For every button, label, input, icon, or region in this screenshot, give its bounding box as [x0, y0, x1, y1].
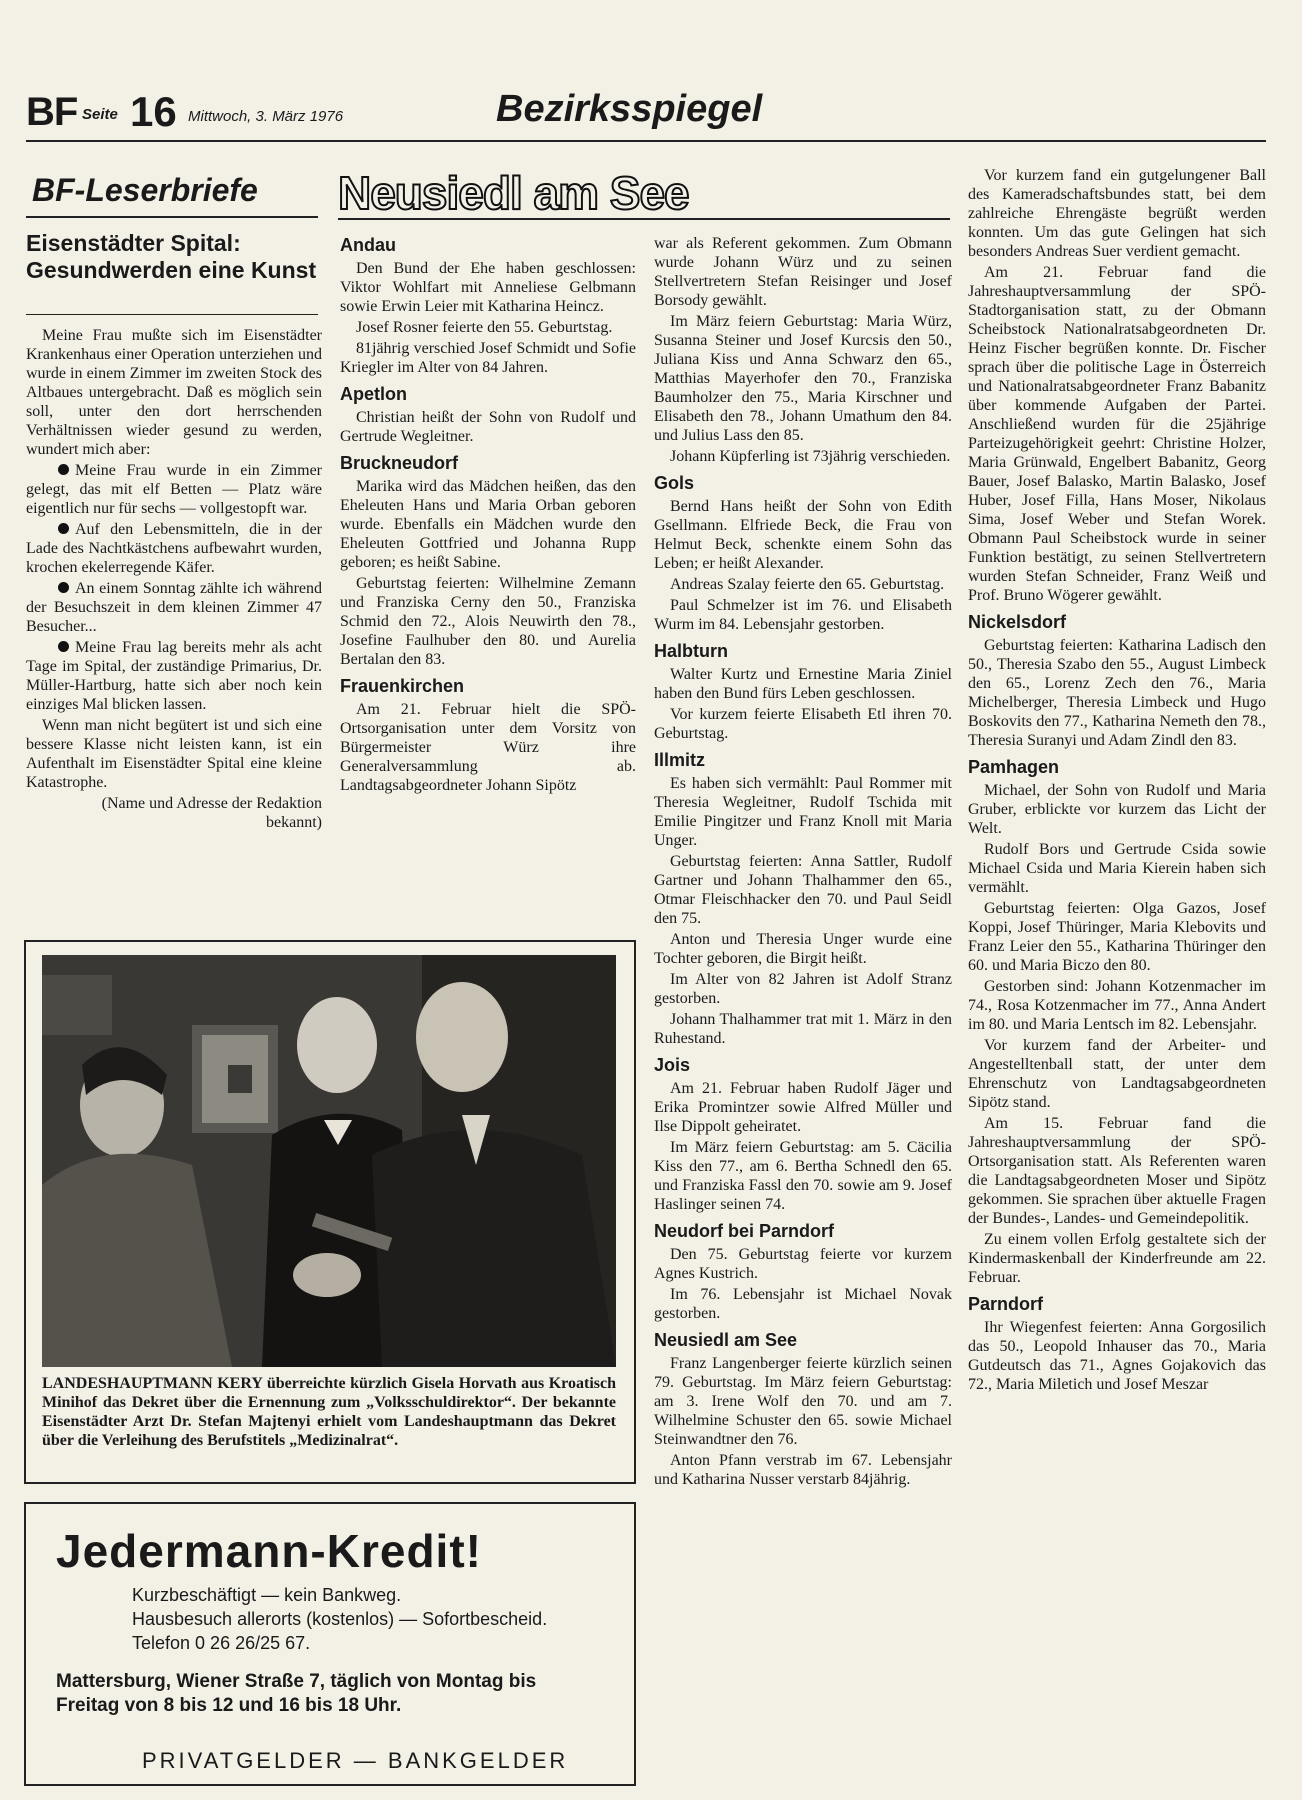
town-heading: Halbturn [654, 641, 728, 661]
town-heading: Neusiedl am See [654, 1330, 798, 1350]
ad-line: Telefon 0 26 26/25 67. [132, 1633, 311, 1653]
photo-caption: LANDESHAUPTMANN KERY überreichte kürzlich Gisela Horvath aus Kroatisch Minihof das Dekret über die Ernennung zum „Volksschuldirektor“. Der bekannte Eisenstädter Arzt Dr. Stefan Majtenyi erhielt vom Landeshauptmann das Dekret über die Verleihung des Berufstitels „Medizinalrat“. [42, 1375, 616, 1449]
newspaper-logo: BF [26, 90, 78, 134]
town-heading: Frauenkirchen [340, 676, 465, 696]
news-item: Geburtstag feierten: Katharina Ladisch den 50., Theresia Szabo den 55., August Limbeck den 65., Lorenz Zech den 76., Maria Michelberger, Theresia Limbeck und Hugo Boskovits den 77., Katharina Nemeth den 78., Theresia Suranyi und Adam Zindl den 83. [968, 637, 1266, 749]
district-title: Neusiedl am See [338, 167, 689, 219]
town-heading: Gols [654, 473, 695, 493]
letter-bullet: Meine Frau lag bereits mehr als acht Tage im Spital, der zuständige Primarius, Dr. Müller-Hartburg, hatte sich aber noch kein einziges Mal blicken lassen. [26, 639, 322, 713]
news-item: Ihr Wiegenfest feierten: Anna Gorgosilich das 50., Leopold Inhauser das 70., Maria Gutdeutsch das 71., Agnes Gojakovich das 72., Maria Miletich und Josef Meszar [968, 1319, 1266, 1393]
news-item: Am 15. Februar fand die Jahreshauptversammlung der SPÖ-Ortsorganisation statt. Als Referenten waren die Landtagsabgeordneten Moser und Sipötz gekommen. Sie sprachen über aktuelle Fragen der Bundes-, Landes- und Gemeindepolitik. [968, 1115, 1266, 1227]
news-item: Vor kurzem fand der Arbeiter- und Angestelltenball statt, der unter dem Ehrenschutz von Landtagsabgeordneten Sipötz stand. [968, 1037, 1266, 1111]
letter-intro: Meine Frau mußte sich im Eisenstädter Krankenhaus einer Operation unterziehen und wurde in einem Zimmer im zweiten Stock des Altbaues untergebracht. Daß es möglich sein soll, unter den dort herrschenden Verhältnissen wieder gesund zu werden, wundert mich aber: [26, 327, 322, 458]
news-item: Am 21. Februar hielt die SPÖ-Ortsorganisation unter dem Vorsitz von Bürgermeister Würz ihre Generalversammlung ab. Landtagsabgeordneter Johann Sipötz [340, 701, 636, 794]
news-item: Im Alter von 82 Jahren ist Adolf Stranz gestorben. [654, 971, 952, 1007]
news-item: Am 21. Februar fand die Jahreshauptversammlung der SPÖ-Stadtorganisation statt, zu der Obmann Scheibstock Nationalratsabgeordneten Dr. Heinz Fischer begrüßen konnte. Dr. Fischer sprach über die politische Lage in Österreich und Nationalratsabgeordneter Franz Babanitz über kommende Aufgaben der Partei. Anschließend wurden für die 25jährige Parteizugehörigkeit geehrt: Christine Holzer, Maria Grünwald, Engelbert Babanitz, Georg Bauer, Josef Balasko, Martin Balasko, Josef Huber, Josef Filla, Hans Moser, Nikolaus Sima, Josef Weber und Stefan Worek. Obmann Paul Scheibstock wurde in seiner Funktion bestätigt, zu seinen Stellvertretern wurden Stefan Schneider, Franz Weiß und Prof. Bruno Wögerer gewählt. [968, 264, 1266, 604]
news-item: 81jährig verschied Josef Schmidt und Sofie Kriegler im Alter von 84 Jahren. [340, 340, 636, 376]
letter-bullet: Meine Frau wurde in ein Zimmer gelegt, das mit elf Betten — Platz wäre eigentlich nur für sechs — vollgestopft war. [26, 462, 322, 517]
page-number: 16 [130, 88, 177, 135]
news-item: Im März feiern Geburtstag: Maria Würz, Susanna Steiner und Josef Kurcsis den 50., Juliana Kiss und Anna Schwarz den 65., Matthias Mayerhofer den 70., Franziska Baumholzer den 75., Maria Kirschner und Elisabeth den 78., Johann Umathum den 84. und Julius Lass den 85. [654, 313, 952, 444]
news-item: Es haben sich vermählt: Paul Rommer mit Theresia Wegleitner, Rudolf Tschida mit Emilie Pingitzer und Franz Knoll mit Maria Unger. [654, 775, 952, 849]
news-item: Geburtstag feierten: Anna Sattler, Rudolf Gartner und Johann Thalhammer den 65., Otmar Fleischhacker den 70. und Paul Seidl den 75. [654, 853, 952, 927]
news-photo [42, 955, 616, 1367]
bullet-icon [58, 582, 69, 593]
news-item: Andreas Szalay feierte den 65. Geburtstag. [670, 576, 945, 593]
column-4 [968, 166, 1266, 1396]
news-item: Vor kurzem fand ein gutgelungener Ball des Kameradschaftsbundes statt, bei dem zahlreiche Ehrengäste begrüßt werden konnten. Um das gute Gelingen hat sich besonders Andreas Suer verdient gemacht. [968, 167, 1266, 260]
town-heading: Jois [654, 1055, 691, 1075]
news-item: Walter Kurtz und Ernestine Maria Ziniel haben den Bund fürs Leben geschlossen. [654, 666, 952, 702]
news-item: Den 75. Geburtstag feierte vor kurzem Agnes Kustrich. [654, 1246, 952, 1282]
bullet-icon [58, 464, 69, 475]
town-heading: Illmitz [654, 750, 706, 770]
letter-bullet: Auf den Lebensmitteln, die in der Lade des Nachtkästchens aufbewahrt wurden, krochen ekelerregende Käfer. [26, 521, 322, 576]
photo-box [24, 940, 636, 1484]
leserbriefe-title: BF-Leserbriefe [32, 172, 258, 208]
divider [26, 314, 318, 315]
news-item: Den Bund der Ehe haben geschlossen: Viktor Wohlfart mit Anneliese Gelbmann sowie Erwin Leier mit Katharina Heincz. [340, 260, 636, 315]
divider [338, 218, 950, 220]
letter-outro: Wenn man nicht begütert ist und sich eine bessere Klasse nicht leisten kann, ist ein Aufenthalt im Eisenstädter Spital eine kleine Katastrophe. [26, 717, 322, 791]
page-header [26, 88, 1266, 142]
letter-body [26, 326, 322, 834]
advertisement [24, 1502, 636, 1786]
letter-signature: (Name und Adresse der Redaktion bekannt) [101, 795, 322, 831]
news-item: Josef Rosner feierte den 55. Geburtstag. [356, 319, 613, 336]
town-heading: Nickelsdorf [968, 612, 1067, 632]
news-item: Marika wird das Mädchen heißen, das den Eheleuten Hans und Maria Orban geboren wurde. Ebenfalls ein Mädchen wurde den Eheleuten Gottfried und Johanna Rupp geboren; es heißt Sabine. [340, 478, 636, 571]
news-item: Paul Schmelzer ist im 76. und Elisabeth Wurm im 84. Lebensjahr gestorben. [654, 597, 952, 633]
ad-footer: PRIVATGELDER — BANKGELDER [142, 1748, 569, 1773]
bullet-icon [58, 641, 69, 652]
news-item: Franz Langenberger feierte kürzlich seinen 79. Geburtstag. Im März feiern Geburtstag: am 3. Irene Wolf den 70. und am 7. Wilhelmine Schuster den 65. sowie Michael Steinwandtner den 76. [654, 1355, 952, 1448]
column-3 [654, 234, 952, 1491]
issue-date: Mittwoch, 3. März 1976 [188, 108, 344, 125]
column-2 [340, 228, 636, 797]
news-item: Anton und Theresia Unger wurde eine Tochter geboren, die Birgit heißt. [654, 931, 952, 967]
section-title: Bezirksspiegel [496, 88, 763, 130]
news-item: Im 76. Lebensjahr ist Michael Novak gestorben. [654, 1286, 952, 1322]
town-heading: Parndorf [968, 1294, 1044, 1314]
ad-line: Hausbesuch allerorts (kostenlos) — Sofortbescheid. [132, 1609, 548, 1629]
news-item: Johann Küpferling ist 73jährig verschieden. [670, 448, 951, 465]
news-item: war als Referent gekommen. Zum Obmann wurde Johann Würz und zu seinen Stellvertretern Stefan Reisinger und Josef Borsody gewählt. [654, 235, 952, 309]
news-item: Geburtstag feierten: Wilhelmine Zemann und Franziska Cerny den 50., Franziska Schmid den 72., Alois Neuwirth den 78., Josefine Faulhuber den 80. und Aurelia Bertalan den 83. [340, 575, 636, 668]
page-label: Seite [82, 106, 118, 123]
news-item: Gestorben sind: Johann Kotzenmacher im 74., Rosa Kotzenmacher im 77., Anna Andert im 80. und Maria Lentsch im 82. Lebensjahr. [968, 978, 1266, 1033]
ad-line: Kurzbeschäftigt — kein Bankweg. [132, 1585, 402, 1605]
news-item: Anton Pfann verstrab im 67. Lebensjahr und Katharina Nusser verstarb 84jährig. [654, 1452, 952, 1488]
news-item: Vor kurzem feierte Elisabeth Etl ihren 70. Geburtstag. [654, 706, 952, 742]
letter-headline: Eisenstädter Spital: Gesundwerden eine Kunst [26, 230, 317, 283]
town-heading: Apetlon [340, 384, 407, 404]
news-item: Geburtstag feierten: Olga Gazos, Josef Koppi, Josef Thüringer, Maria Klebovits und Franz Leier den 55., Katharina Thüringer den 60. und Maria Biczo den 80. [968, 900, 1266, 974]
ad-hours: Freitag von 8 bis 12 und 16 bis 18 Uhr. [56, 1695, 402, 1716]
bullet-icon [58, 523, 69, 534]
news-item: Christian heißt der Sohn von Rudolf und Gertrude Wegleitner. [340, 409, 636, 445]
news-item: Rudolf Bors und Gertrude Csida sowie Michael Csida und Maria Kierein haben sich vermählt. [968, 841, 1266, 896]
ad-headline: Jedermann-Kredit! [56, 1525, 482, 1577]
news-item: Bernd Hans heißt der Sohn von Edith Gsellmann. Elfriede Beck, die Frau von Helmut Beck, schenkte einem Sohn das Leben; er heißt Alexander. [654, 498, 952, 572]
letter-bullet: An einem Sonntag zählte ich während der Besuchszeit in dem kleinen Zimmer 47 Besucher... [26, 580, 322, 635]
news-item: Zu einem vollen Erfolg gestaltete sich der Kindermaskenball der Kinderfreunde am 22. Februar. [968, 1231, 1266, 1286]
news-item: Am 21. Februar haben Rudolf Jäger und Erika Promintzer sowie Alfred Müller und Ilse Dippolt geheiratet. [654, 1080, 952, 1135]
news-item: Johann Thalhammer trat mit 1. März in den Ruhestand. [654, 1011, 952, 1047]
town-heading: Pamhagen [968, 757, 1060, 777]
news-item: Im März feiern Geburtstag: am 5. Cäcilia Kiss den 77., am 6. Bertha Schnedl den 65. und Franziska Fassl den 70. sowie am 9. Josef Haslinger seinen 74. [654, 1139, 952, 1213]
divider [26, 216, 318, 218]
news-item: Michael, der Sohn von Rudolf und Maria Gruber, erblickte vor kurzem das Licht der Welt. [968, 782, 1266, 837]
town-heading: Neudorf bei Parndorf [654, 1221, 835, 1241]
town-heading: Andau [340, 235, 396, 255]
ad-address: Mattersburg, Wiener Straße 7, täglich von Montag bis [56, 1671, 537, 1692]
photo-illustration [42, 955, 616, 1367]
town-heading: Bruckneudorf [340, 453, 459, 473]
